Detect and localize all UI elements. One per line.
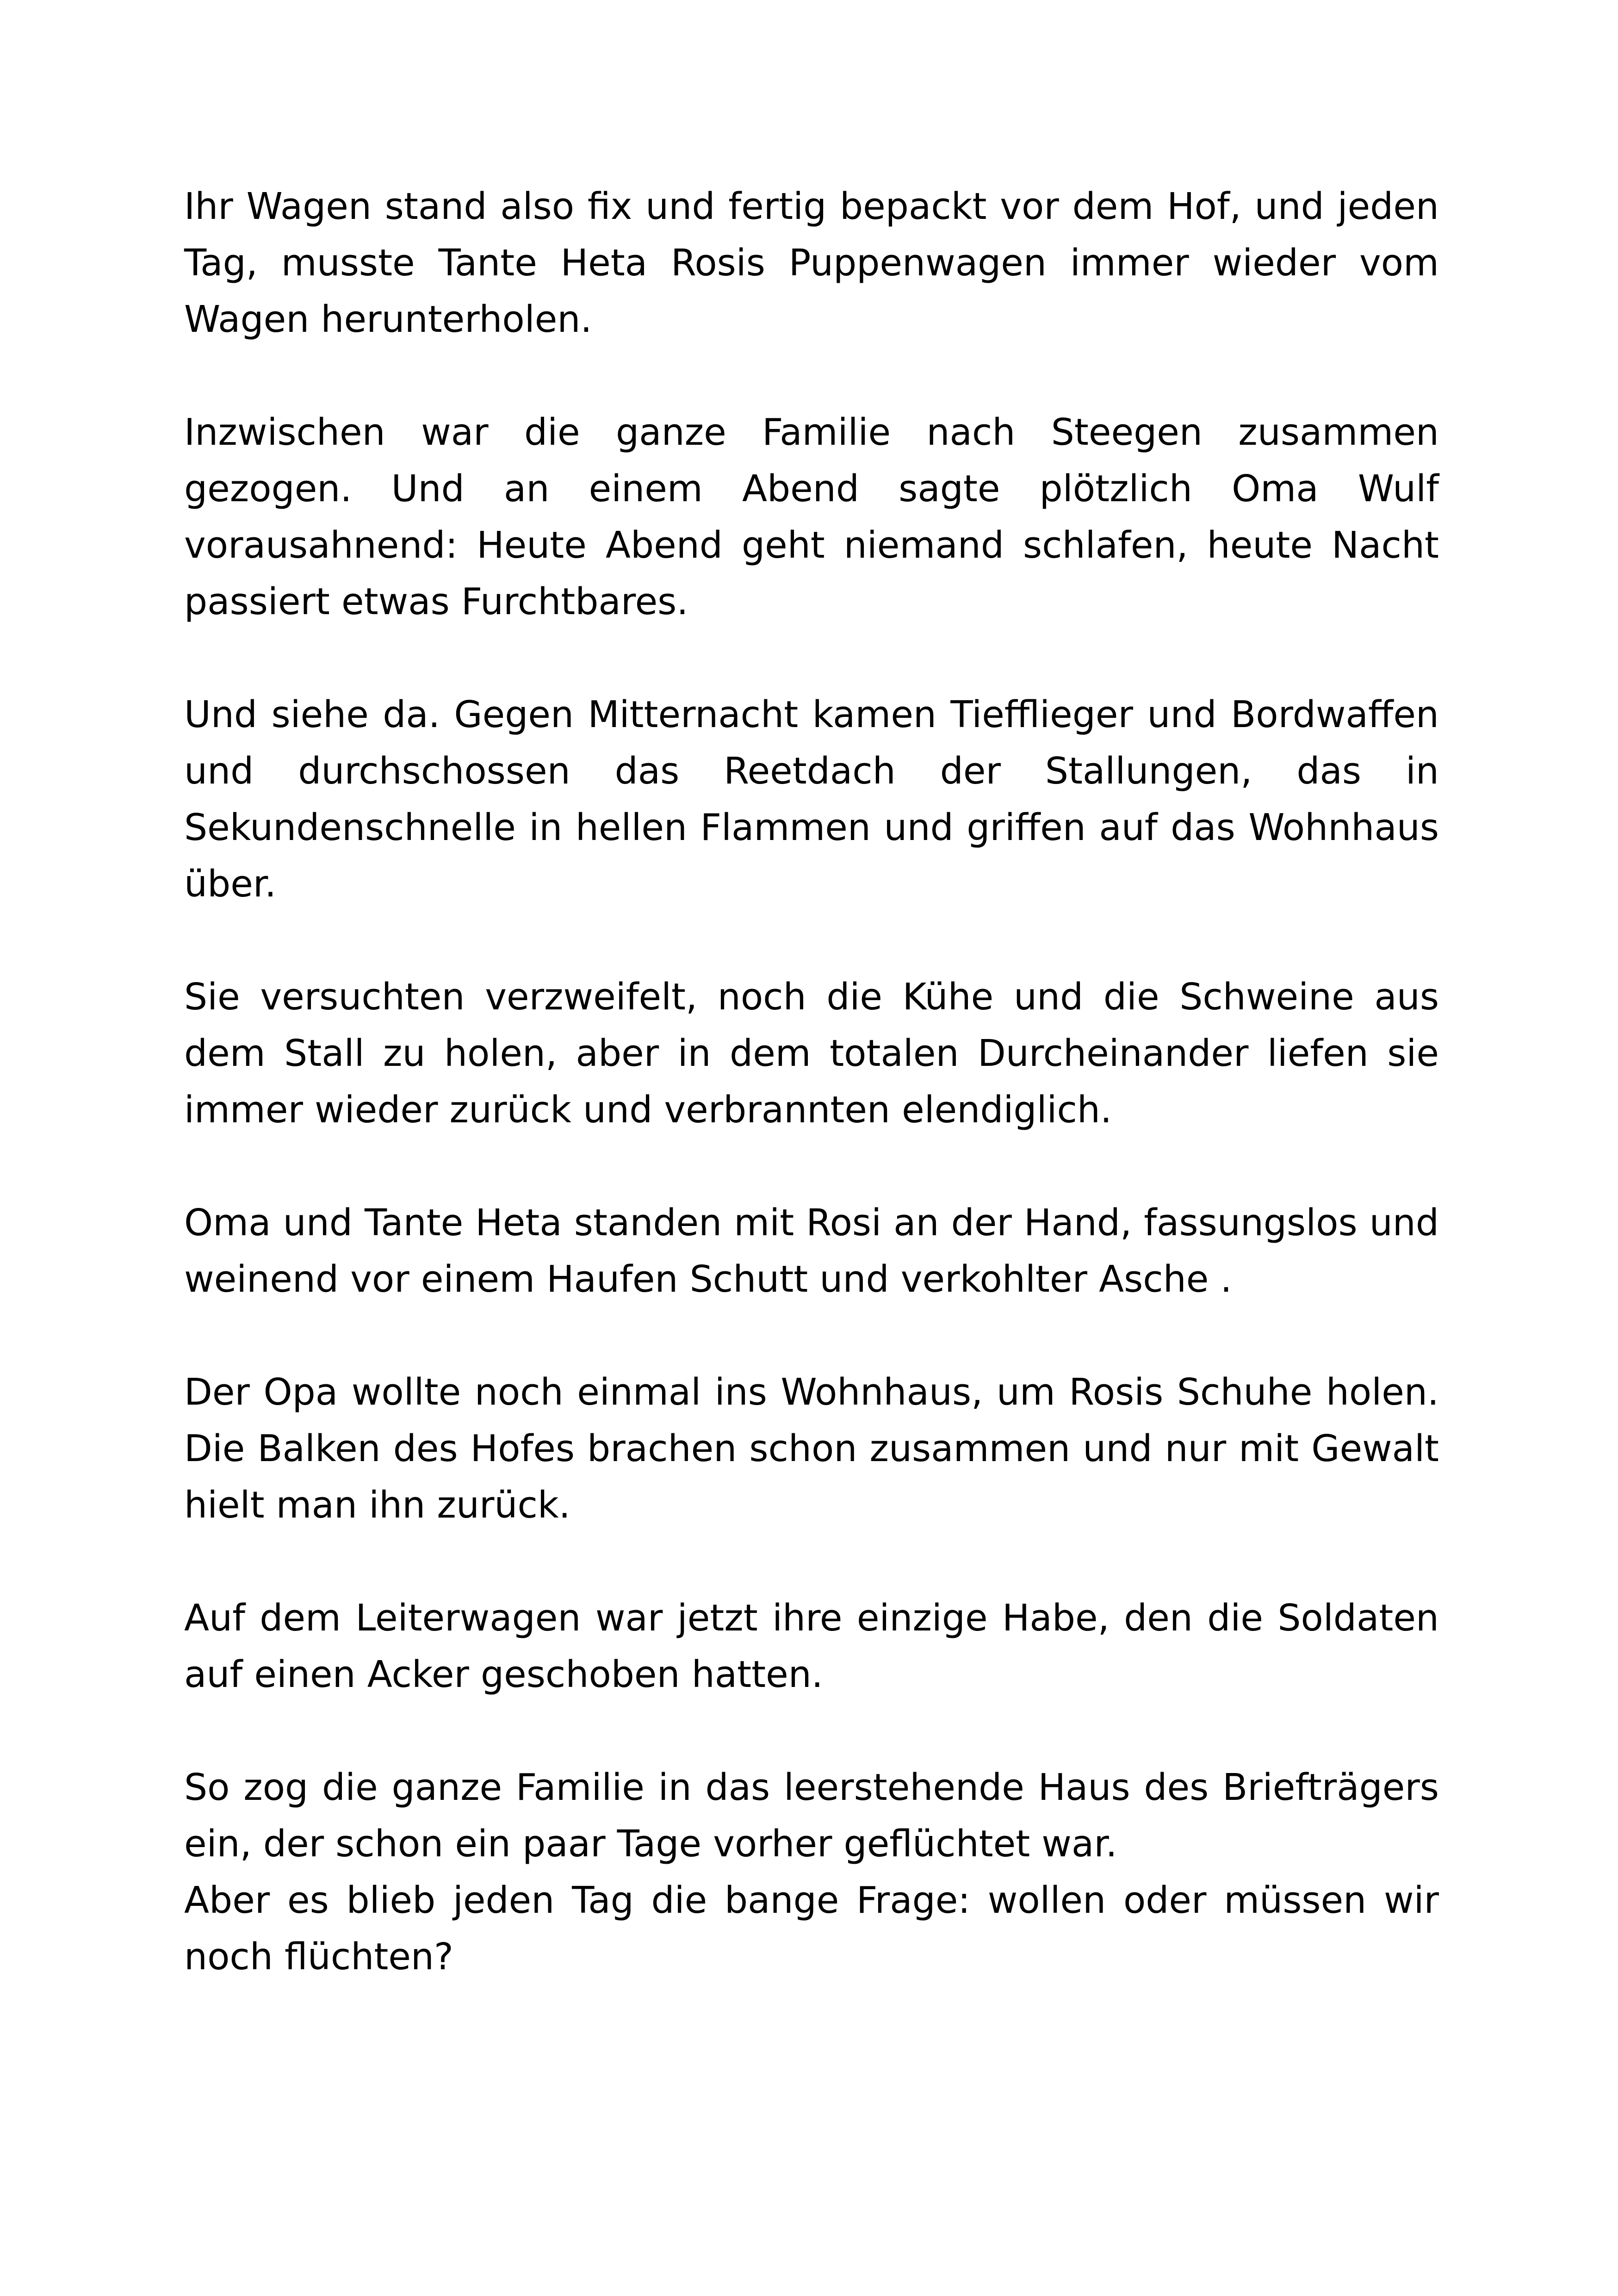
- paragraph-ashes: Oma und Tante Heta standen mit Rosi an der Hand, fassungslos und weinend vor einem Haufen Schutt und verkohlter Asche .: [184, 1201, 1439, 1300]
- paragraph-question-to-flee: Aber es blieb jeden Tag die bange Frage: wollen oder müssen wir noch flüchten?: [184, 1879, 1439, 1978]
- body-text: [184, 178, 1439, 1985]
- paragraph-postman-house: So zog die ganze Familie in das leerstehende Haus des Briefträgers ein, der schon ein paar Tage vorher geflüchtet war.: [184, 1766, 1439, 1865]
- paragraph-low-flying-attack: Und siehe da. Gegen Mitternacht kamen Tiefflieger und Bordwaffen und durchschossen das Reetdach der Stallungen, das in Sekundenschnelle in hellen Flammen und griffen auf das Wohnhaus über.: [184, 693, 1439, 905]
- paragraph-ladder-wagon: Auf dem Leiterwagen war jetzt ihre einzige Habe, den die Soldaten auf einen Acker geschoben hatten.: [184, 1597, 1439, 1696]
- paragraph-packed-wagon: Ihr Wagen stand also fix und fertig bepackt vor dem Hof, und jeden Tag, musste Tante Heta Rosis Puppenwagen immer wieder vom Wagen herunterholen.: [184, 185, 1439, 341]
- paragraph-grandfather: Der Opa wollte noch einmal ins Wohnhaus, um Rosis Schuhe holen. Die Balken des Hofes brachen schon zusammen und nur mit Gewalt hielt man ihn zurück.: [184, 1371, 1439, 1526]
- paragraph-animals-in-stable: Sie versuchten verzweifelt, noch die Kühe und die Schweine aus dem Stall zu holen, aber in dem totalen Durcheinander liefen sie immer wieder zurück und verbrannten elendiglich.: [184, 976, 1439, 1131]
- paragraph-family-in-steegen: Inzwischen war die ganze Familie nach Steegen zusammen gezogen. Und an einem Abend sagte plötzlich Oma Wulf vorausahnend: Heute Abend geht niemand schlafen, heute Nacht passiert etwas Furchtbares.: [184, 411, 1439, 623]
